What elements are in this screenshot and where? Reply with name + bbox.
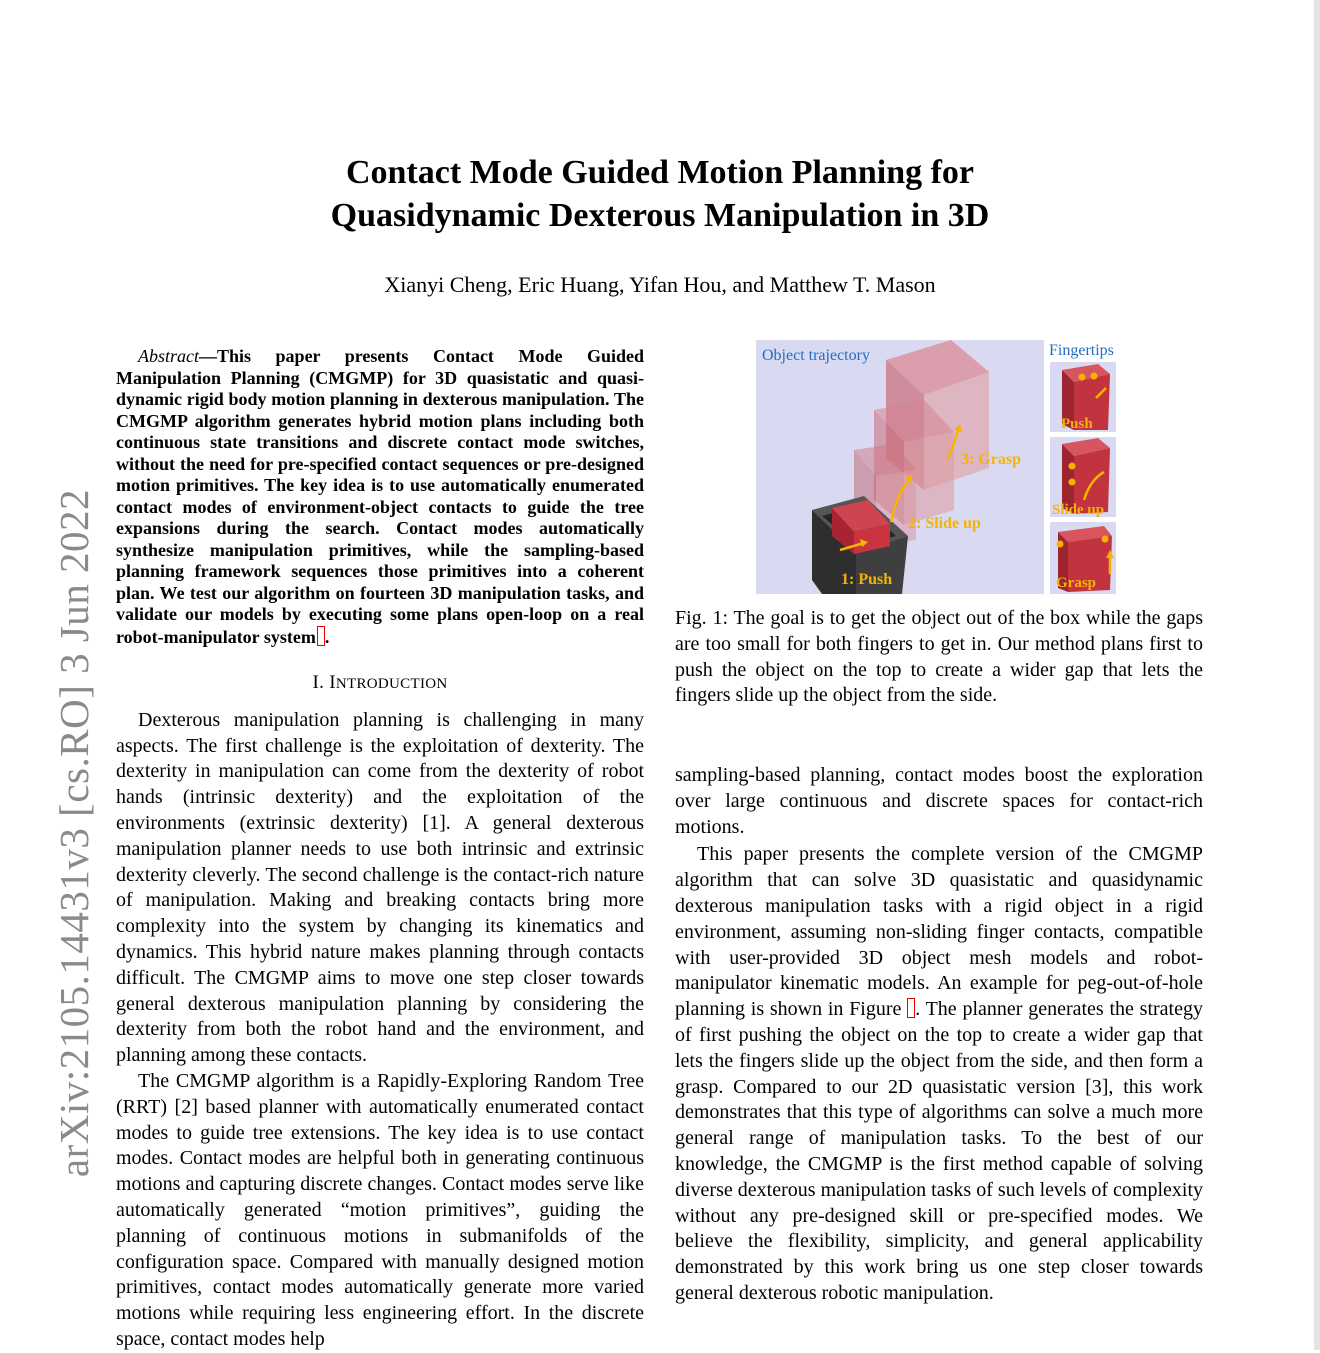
right-column [675,763,1203,1307]
right-paragraph-2b: . The planner generates the strategy of first pushing the object on the top to create a wider gap that lets the fingers slide up the object from the side, and then form a grasp. Compared to our 2D quasistatic version [3], this work demonstrates that this type of algorithms can solve a much more general range of manipulation tasks. To the best of our knowledge, the CMGMP is the first method capable of solving diverse dexterous manipulation tasks of such levels of complexity without any pre-designed skill or pre-specified modes. We believe the flexibility, simplicity, and general applicability demonstrated by this work bring us one step closer towards general dexterous robotic manipulation. [675,998,1203,1304]
thumbnail-slide-up [1050,437,1116,518]
title-line-2: Quasidynamic Dexterous Manipulation in 3D [330,197,990,234]
right-paragraph-2a: This paper presents the complete version of the CMGMP algorithm that can solve 3D quasistatic and quasidynamic dexterous manipulation tasks with a rigid object in a rigid environment, assuming non-sliding finger contacts, compatible with user-provided 3D object mesh models and robot-manipulator kinematic models. An example for peg-out-of-hole planning is shown in Figure [675,843,1203,1021]
abstract [116,346,644,648]
section-title-rest: NTRODUCTION [335,676,448,692]
abstract-dash: — [199,346,217,366]
abstract-text: This paper presents Contact Mode Guided Manipulation Planning (CMGMP) for 3D quasistatic and quasi-dynamic rigid body motion planning in dexterous manipulation. The CMGMP algorithm generates hybrid motion plans including both continuous state transitions and discrete contact mode switches, without the need for pre-specified contact sequences or pre-designed motion primitives. The key idea is to use automatically enumerated contact modes of environment-object contacts to guide the tree expansions during the search. Contact modes automatically synthesize manipulation primitives, while the sampling-based planning framework sequences those primitives into a coherent plan. We test our algorithm on fourteen 3D manipulation tasks, and validate our models by executing some plans open-loop on a real robot-manipulator system [116,346,644,647]
thumbnail-label-grasp: Grasp [1056,575,1097,591]
citation-link-box[interactable] [317,626,325,646]
intro-paragraph-1: Dexterous manipulation planning is challenging in many aspects. The first challenge is the exploitation of dexterity. The dexterity in manipulation can come from the dexterity of robot hands (intrinsic dexterity) and the exploitation of the environments (extrinsic dexterity) [1]. A general dexterous manipulation planner needs to use both intrinsic and extrinsic dexterity cleverly. The second challenge is the contact-rich nature of manipulation. Making and breaking contacts bring more complexity into the system by changing its kinematics and dynamics. This hybrid nature makes planning through contacts difficult. The CMGMP aims to move one step closer towards general dexterous manipulation planning by considering the dexterity from both the robot hand and the environment, and planning among these contacts. [116,708,644,1067]
section-heading-introduction [116,670,644,698]
arxiv-identifier[interactable]: arXiv:2105.14431v3 [cs.RO] 3 Jun 2022 [51,488,97,1178]
intro-paragraph-2: The CMGMP algorithm is a Rapidly-Exploring Random Tree (RRT) [2] based planner with automatically enumerated contact modes to guide tree extensions. The key idea is to use contact modes. Contact modes are helpful both in generating continuous motions and capturing discrete changes. Contact modes serve like automatically generated “motion primitives”, guiding the planning of continuous motions in submanifolds of the configuration space. Compared with manually designed motion primitives, contact modes automatically generate more varied motions while requiring less engineering effort. In the discrete space, contact modes help [116,1069,644,1350]
figure-1 [756,340,1116,594]
thumbnail-label-push: Push [1061,416,1093,432]
paper-title [260,151,1060,237]
figure-label-trajectory: Object trajectory [762,347,870,364]
left-column [116,346,644,1353]
figure-reference-link[interactable] [907,998,915,1018]
thumbnail-grasp [1050,522,1116,594]
step-label-slide-up: 2: Slide up [908,515,981,532]
thumbnail-label-slide-up: Slide up [1052,502,1105,518]
section-title-initial: I [329,672,336,693]
abstract-label: Abstract [138,346,199,366]
step-label-push: 1: Push [841,571,893,588]
author-list: Xianyi Cheng, Eric Huang, Yifan Hou, and Matthew T. Mason [384,272,936,297]
page-edge [1314,0,1320,1350]
step-label-grasp: 3: Grasp [961,451,1021,468]
caption-label: Fig. 1: [675,607,729,629]
abstract-end: . [324,626,330,647]
right-paragraph-2 [675,842,1203,1306]
right-paragraph-1: sampling-based planning, contact modes boost the exploration over large continuous and discrete spaces for contact-rich motions. [675,764,1203,838]
title-line-1: Contact Mode Guided Motion Planning for [345,154,975,191]
figure-caption [675,606,1203,709]
figure-label-fingertips: Fingertips [1049,342,1114,359]
section-number: I. [312,672,325,693]
caption-text: The goal is to get the object out of the box while the gaps are too small for both fingers to get in. Our method plans first to push the object on the top to create a wider gap that lets the fingers slide up the object from the side. [675,607,1204,707]
thumbnail-push [1050,362,1116,432]
